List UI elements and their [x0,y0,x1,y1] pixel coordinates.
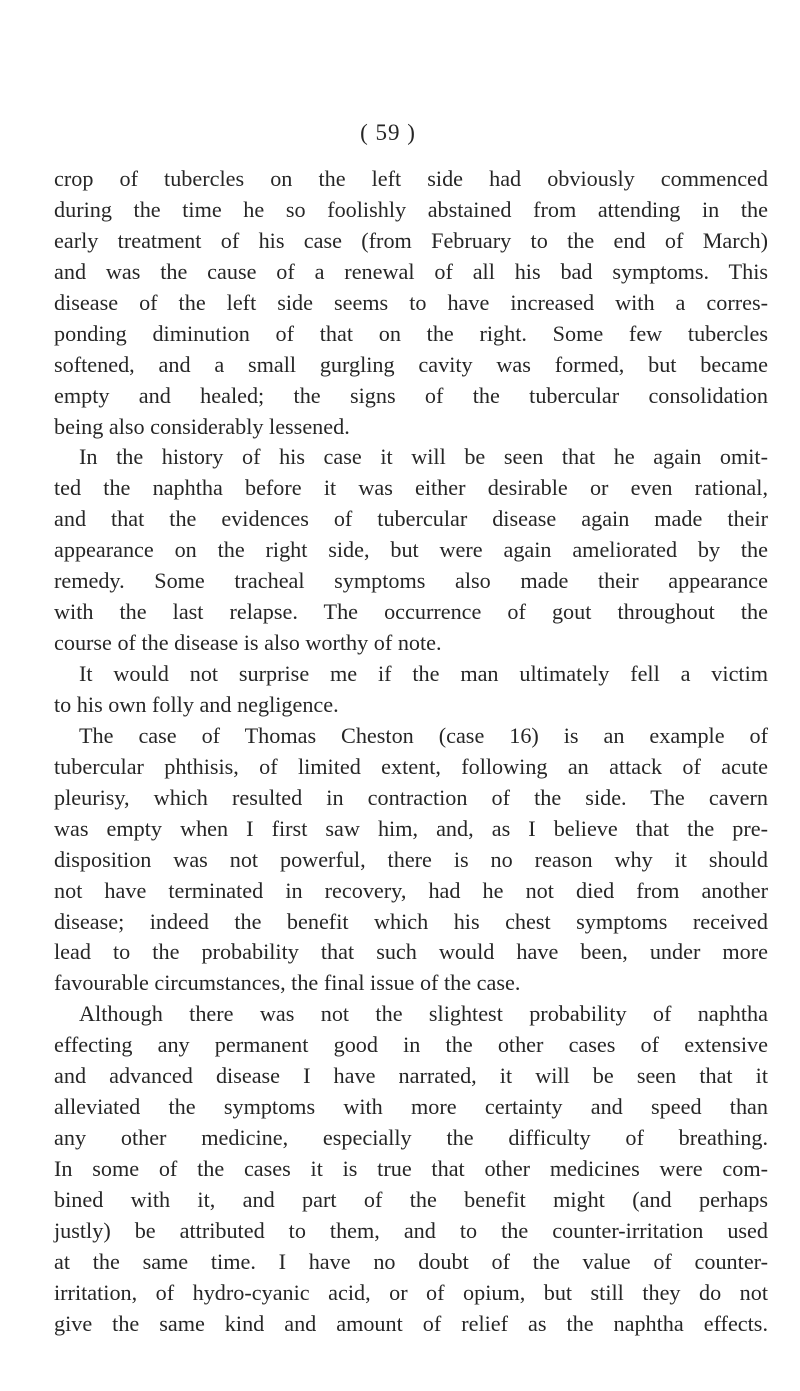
text-line: tubercular phthisis, of limited extent, following an attack of acute [54,753,768,779]
page-number: ( 59 ) [360,120,416,145]
text-line: appearance on the right side, but were again ameliorated by the [54,537,768,563]
text-line: bined with it, and part of the benefit might (and perhaps [54,1186,768,1212]
body-text [54,164,768,1340]
text-line: remedy. Some tracheal symptoms also made their appearance [54,568,768,594]
text-line: irritation, of hydro-cyanic acid, or of opium, but still they do not [54,1279,768,1305]
text-line: at the same time. I have no doubt of the value of counter- [54,1248,768,1274]
text-line: In some of the cases it is true that other medicines were com- [54,1156,768,1181]
text-line: not have terminated in recovery, had he not died from another [54,877,768,903]
text-line: being also considerably lessened. [54,413,350,439]
text-line: disease; indeed the benefit which his chest symptoms received [54,908,768,934]
text-line: give the same kind and amount of relief as the naphtha effects. [54,1310,768,1336]
text-line: justly) be attributed to them, and to the counter-irritation used [54,1217,768,1243]
text-line: pleurisy, which resulted in contraction of the side. The cavern [54,784,768,810]
text-line: lead to the probability that such would have been, under more [54,939,768,965]
text-line: favourable circumstances, the final issue of the case. [54,970,521,996]
text-line: ted the naphtha before it was either desirable or even rational, [54,475,768,501]
text-line: empty and healed; the signs of the tubercular consolidation [54,382,768,408]
text-line: Although there was not the slightest probability of naphtha [79,1001,768,1027]
text-line: was empty when I first saw him, and, as I believe that the pre- [54,815,768,841]
text-line: alleviated the symptoms with more certainty and speed than [54,1094,768,1120]
text-line: and advanced disease I have narrated, it will be seen that it [54,1063,768,1089]
text-line: effecting any permanent good in the other cases of extensive [54,1032,768,1058]
text-line: course of the disease is also worthy of note. [54,630,442,656]
text-line: ponding diminution of that on the right. Some few tubercles [54,320,768,346]
text-line: In the history of his case it will be seen that he again omit- [79,444,768,470]
text-line: with the last relapse. The occurrence of gout throughout the [54,599,768,625]
text-line: softened, and a small gurgling cavity was formed, but became [54,351,768,377]
text-line: The case of Thomas Cheston (case 16) is an example of [79,722,768,748]
text-line: and that the evidences of tubercular disease again made their [54,506,768,532]
text-line: disposition was not powerful, there is no reason why it should [54,846,768,872]
text-line: during the time he so foolishly abstained from attending in the [54,196,768,222]
text-line: early treatment of his case (from February to the end of March) [54,227,768,253]
text-line: and was the cause of a renewal of all his bad symptoms. This [54,258,768,284]
text-line: disease of the left side seems to have increased with a corres- [54,289,768,315]
text-line: to his own folly and negligence. [54,691,339,717]
text-line: It would not surprise me if the man ultimately fell a victim [79,661,768,686]
text-line: crop of tubercles on the left side had obviously commenced [54,166,768,191]
text-line: any other medicine, especially the difficulty of breathing. [54,1125,768,1151]
